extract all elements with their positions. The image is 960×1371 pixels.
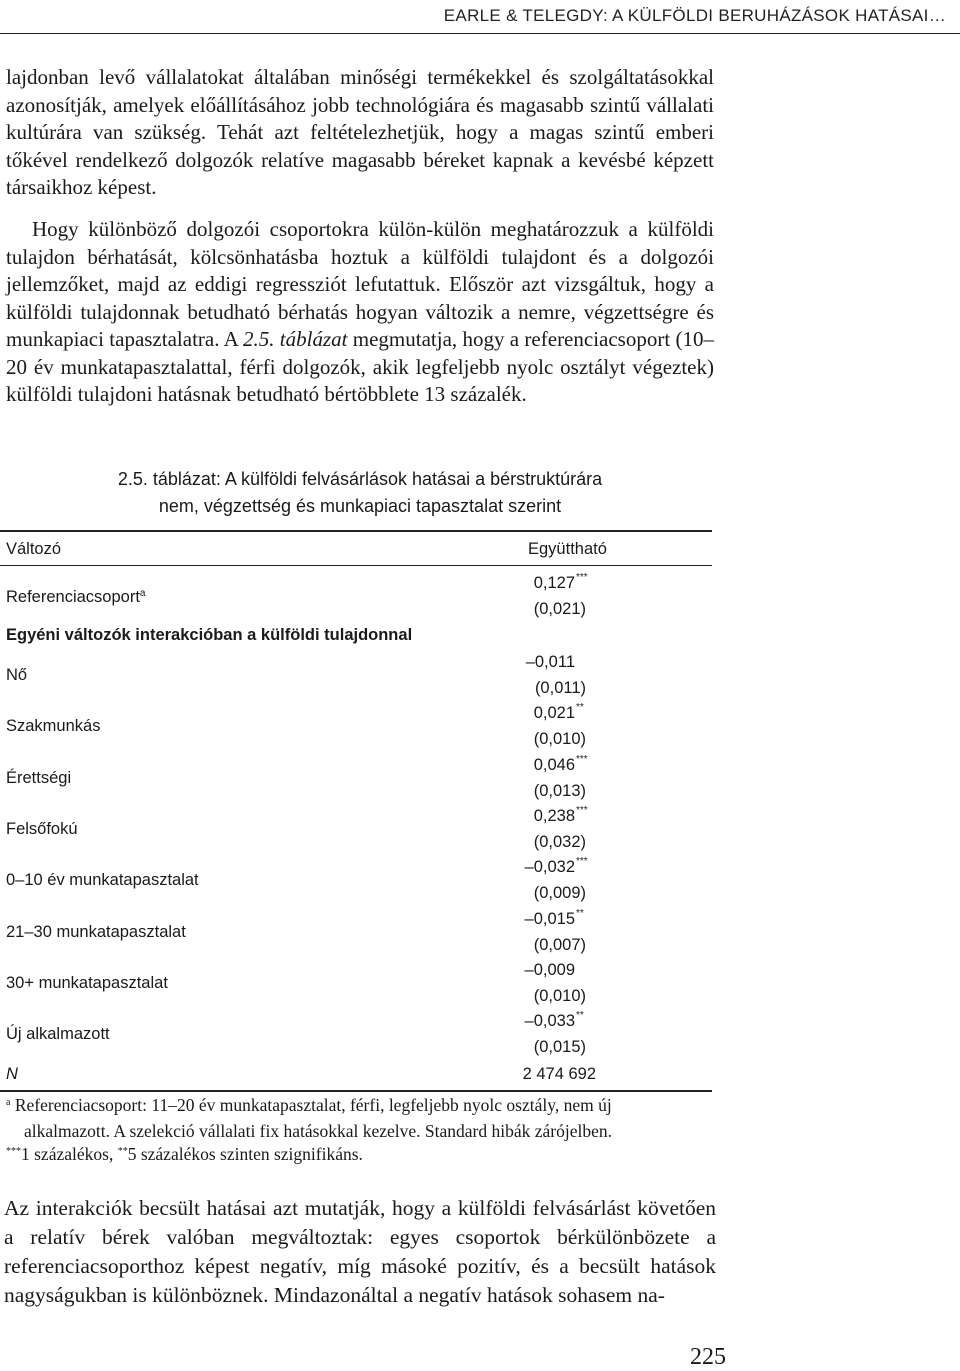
significance-stars: *** bbox=[576, 753, 588, 765]
row-label: 30+ munkatapasztalat bbox=[6, 973, 168, 992]
footnote-marker-a: a bbox=[6, 1097, 11, 1108]
section-heading: Egyéni változók interakcióban a külföldi tulajdonnal bbox=[6, 626, 413, 644]
row-std-error: (0,013) bbox=[533, 781, 586, 800]
footnote-line-3 bbox=[6, 1143, 718, 1169]
page-number: 225 bbox=[690, 1344, 726, 1370]
row-coefficient bbox=[524, 907, 594, 929]
reference-group-text: Referenciacsoport bbox=[6, 588, 140, 606]
table-title-line-2: nem, végzettség és munkapiaci tapasztalat szerint bbox=[158, 496, 562, 516]
body-paragraph-2 bbox=[6, 216, 714, 409]
coef-value: 0,021 bbox=[533, 704, 575, 723]
coef-value: –0,033 bbox=[524, 1012, 575, 1031]
para2-text-start: Hogy különböző dolgozói csoportokra külön-külön meghatározzuk a külföldi tulajdon bérhatását, kölcsönhatásba hoztuk a külföldi tulajdont és a dolgozói jellemzőket, majd az eddigi regressziót lefutattuk. Először azt vizsgáltuk, hogy a külföldi tulajdonnak betudható bérhatás hogyan változik a nemre, végzettségre és munkapiaci tapasztalatra. A bbox=[6, 217, 714, 351]
footnote-line-2: alkalmazott. A szelekció vállalati fix hatásokkal kezelve. Standard hibák zárójelben. bbox=[24, 1121, 612, 1141]
row-std-error: (0,007) bbox=[533, 935, 586, 954]
coef-value: 0,238 bbox=[533, 806, 575, 825]
running-header bbox=[0, 0, 960, 36]
table-reference: 2.5. táblázat bbox=[242, 327, 348, 351]
significance-stars: *** bbox=[576, 804, 588, 816]
row-coefficient bbox=[525, 1012, 594, 1031]
running-title: EARLE & TELEGDY: A KÜLFÖLDI BERUHÁZÁSOK HATÁSAI… bbox=[443, 6, 946, 25]
row-label: Új alkalmazott bbox=[6, 1025, 110, 1044]
table-header-rule bbox=[0, 565, 712, 566]
footnote-stars-3: *** bbox=[6, 1146, 21, 1157]
significance-stars: ** bbox=[576, 1010, 584, 1022]
coef-value: –0,009 bbox=[524, 960, 575, 979]
row-std-error: (0,015) bbox=[533, 1038, 586, 1057]
body-paragraph-3: Az interakciók becsült hatásai azt mutatják, hogy a külföldi felvásárlást követően a relatív bérek valóban megváltoztak: egyes csoportok bérkülönbözete a referenciacsoporthoz képest negatív, míg másoké pozitív, és a becsült hatások nagyságukban is különböznek. Mindazonáltal a negatív hatások sohasem na- bbox=[4, 1196, 716, 1307]
table-top-rule bbox=[0, 530, 712, 532]
n-label: N bbox=[6, 1065, 18, 1083]
column-header-variable: Változó bbox=[6, 540, 62, 558]
column-header-coefficient: Együttható bbox=[528, 540, 607, 558]
para2-text-end: megmutatja, hogy a referenciacsoport (10–20 év munkatapasztalattal, férfi dolgozók, akik legfeljebb nyolc osztályt végeztek) külföldi tulajdoni hatásnak betudható bértöbblete 13 százalék. bbox=[6, 327, 714, 406]
header-rule bbox=[0, 33, 960, 34]
significance-stars: ** bbox=[576, 907, 584, 919]
footnote-stars-2-text: 5 százalékos szinten szignifikáns. bbox=[127, 1144, 363, 1164]
coef-value: –0,011 bbox=[525, 653, 575, 671]
coef-value: –0,032 bbox=[524, 858, 575, 877]
row-std-error: (0,011) bbox=[534, 679, 586, 697]
row-label: 0–10 év munkatapasztalat bbox=[6, 871, 199, 890]
coef-value: 0,127 bbox=[533, 574, 575, 592]
row-coefficient bbox=[533, 804, 594, 826]
table-title-line-1: 2.5. táblázat: A külföldi felvásárlások hatásai a bérstruktúrára bbox=[117, 469, 603, 489]
row-coefficient bbox=[534, 704, 594, 723]
footnote-a-text: Referenciacsoport: 11–20 év munkatapasztalat, férfi, legfeljebb nyolc osztály, nem új bbox=[14, 1095, 612, 1115]
row-std-error: (0,010) bbox=[533, 986, 586, 1005]
table-bottom-rule bbox=[0, 1090, 712, 1092]
reference-group-superscript: a bbox=[139, 588, 146, 599]
row-std-error: (0,032) bbox=[533, 832, 586, 851]
coef-value: –0,015 bbox=[524, 909, 575, 928]
coef-value: 0,046 bbox=[533, 755, 575, 774]
significance-stars: *** bbox=[576, 856, 588, 868]
table-title bbox=[0, 466, 720, 520]
table-footnote bbox=[6, 1094, 718, 1169]
body-paragraph-1: lajdonban levő vállalatokat általában minőségi termékekkel és szolgáltatásokkal azonosítják, amelyek előállításához jobb technológiára és magasabb szintű vállalati kultúrára van szükség. Tehát azt feltételezhetjük, hogy a magas szintű emberi tőkével rendelkező dolgozók relatíve magasabb béreket kapnak a kevésbé képzett társaikhoz képest. bbox=[6, 65, 714, 199]
row-std-error: (0,009) bbox=[533, 884, 586, 903]
row-label: Érettségi bbox=[6, 768, 72, 787]
row-label: Szakmunkás bbox=[6, 717, 101, 736]
footnote-stars-2: ** bbox=[117, 1146, 128, 1157]
row-label: Felsőfokú bbox=[6, 819, 78, 838]
row-coefficient bbox=[525, 961, 594, 980]
n-value: 2 474 692 bbox=[522, 1065, 596, 1083]
row-std-error: (0,010) bbox=[533, 730, 586, 749]
significance-stars: ** bbox=[576, 702, 584, 714]
footnote-line-1 bbox=[6, 1094, 718, 1120]
footnote-stars-3-text: 1 százalékos, bbox=[21, 1144, 118, 1164]
row-coefficient bbox=[525, 858, 594, 877]
row-coefficient bbox=[533, 753, 594, 775]
reference-group-coefficient bbox=[534, 574, 594, 593]
row-label: 21–30 munkatapasztalat bbox=[6, 922, 186, 941]
row-label: Nő bbox=[6, 666, 28, 684]
significance-stars: *** bbox=[576, 572, 588, 583]
reference-group-std-error: (0,021) bbox=[533, 600, 586, 618]
row-coefficient bbox=[526, 653, 594, 672]
reference-group-label bbox=[6, 588, 145, 607]
